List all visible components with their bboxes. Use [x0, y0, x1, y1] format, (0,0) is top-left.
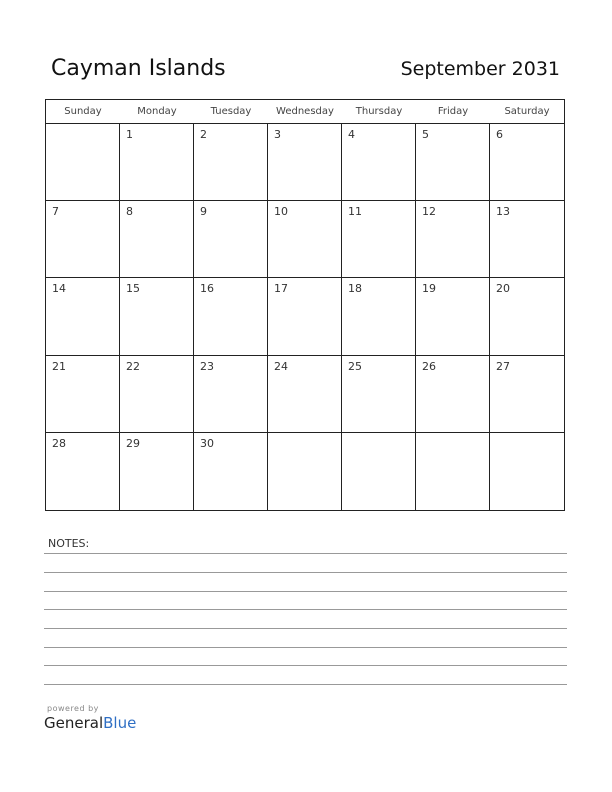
day-cell: 10 — [268, 201, 342, 278]
note-line — [44, 553, 567, 554]
day-header-0: Sunday — [46, 100, 120, 124]
day-cell: 8 — [120, 201, 194, 278]
day-cell: 18 — [342, 278, 416, 355]
day-cell — [342, 433, 416, 510]
day-cell: 16 — [194, 278, 268, 355]
day-header-1: Monday — [120, 100, 194, 124]
day-cell: 3 — [268, 124, 342, 201]
calendar-grid — [45, 99, 565, 511]
day-cell: 20 — [490, 278, 564, 355]
day-cell — [416, 433, 490, 510]
day-header-2: Tuesday — [194, 100, 268, 124]
calendar-month-title: September 2031 — [400, 58, 560, 80]
note-line — [44, 609, 567, 610]
day-cell: 2 — [194, 124, 268, 201]
day-cell: 5 — [416, 124, 490, 201]
day-cell: 26 — [416, 356, 490, 433]
day-cell: 19 — [416, 278, 490, 355]
note-line — [44, 628, 567, 629]
brand-name — [44, 714, 136, 732]
note-line — [44, 684, 567, 685]
note-line — [44, 647, 567, 648]
brand-general-text: General — [44, 714, 104, 732]
day-cell: 25 — [342, 356, 416, 433]
note-line — [44, 665, 567, 666]
day-cell: 28 — [46, 433, 120, 510]
notes-label: NOTES: — [48, 537, 90, 550]
day-cell — [490, 433, 564, 510]
day-cell: 30 — [194, 433, 268, 510]
day-cell: 12 — [416, 201, 490, 278]
day-cell: 22 — [120, 356, 194, 433]
day-cell: 24 — [268, 356, 342, 433]
day-cell: 7 — [46, 201, 120, 278]
day-cell: 27 — [490, 356, 564, 433]
day-cell: 29 — [120, 433, 194, 510]
day-cell: 13 — [490, 201, 564, 278]
brand-logo — [44, 704, 136, 732]
note-line — [44, 572, 567, 573]
day-header-5: Friday — [416, 100, 490, 124]
day-header-6: Saturday — [490, 100, 564, 124]
day-cell: 11 — [342, 201, 416, 278]
day-cell: 17 — [268, 278, 342, 355]
day-cell: 23 — [194, 356, 268, 433]
day-header-4: Thursday — [342, 100, 416, 124]
day-cell: 6 — [490, 124, 564, 201]
day-cell — [268, 433, 342, 510]
brand-blue-text: Blue — [103, 714, 137, 732]
powered-by-text: powered by — [47, 704, 99, 713]
day-cell: 14 — [46, 278, 120, 355]
day-header-3: Wednesday — [268, 100, 342, 124]
calendar-region-title: Cayman Islands — [51, 56, 226, 81]
day-cell — [46, 124, 120, 201]
day-cell: 1 — [120, 124, 194, 201]
day-cell: 9 — [194, 201, 268, 278]
note-line — [44, 591, 567, 592]
day-cell: 15 — [120, 278, 194, 355]
day-cell: 4 — [342, 124, 416, 201]
day-cell: 21 — [46, 356, 120, 433]
